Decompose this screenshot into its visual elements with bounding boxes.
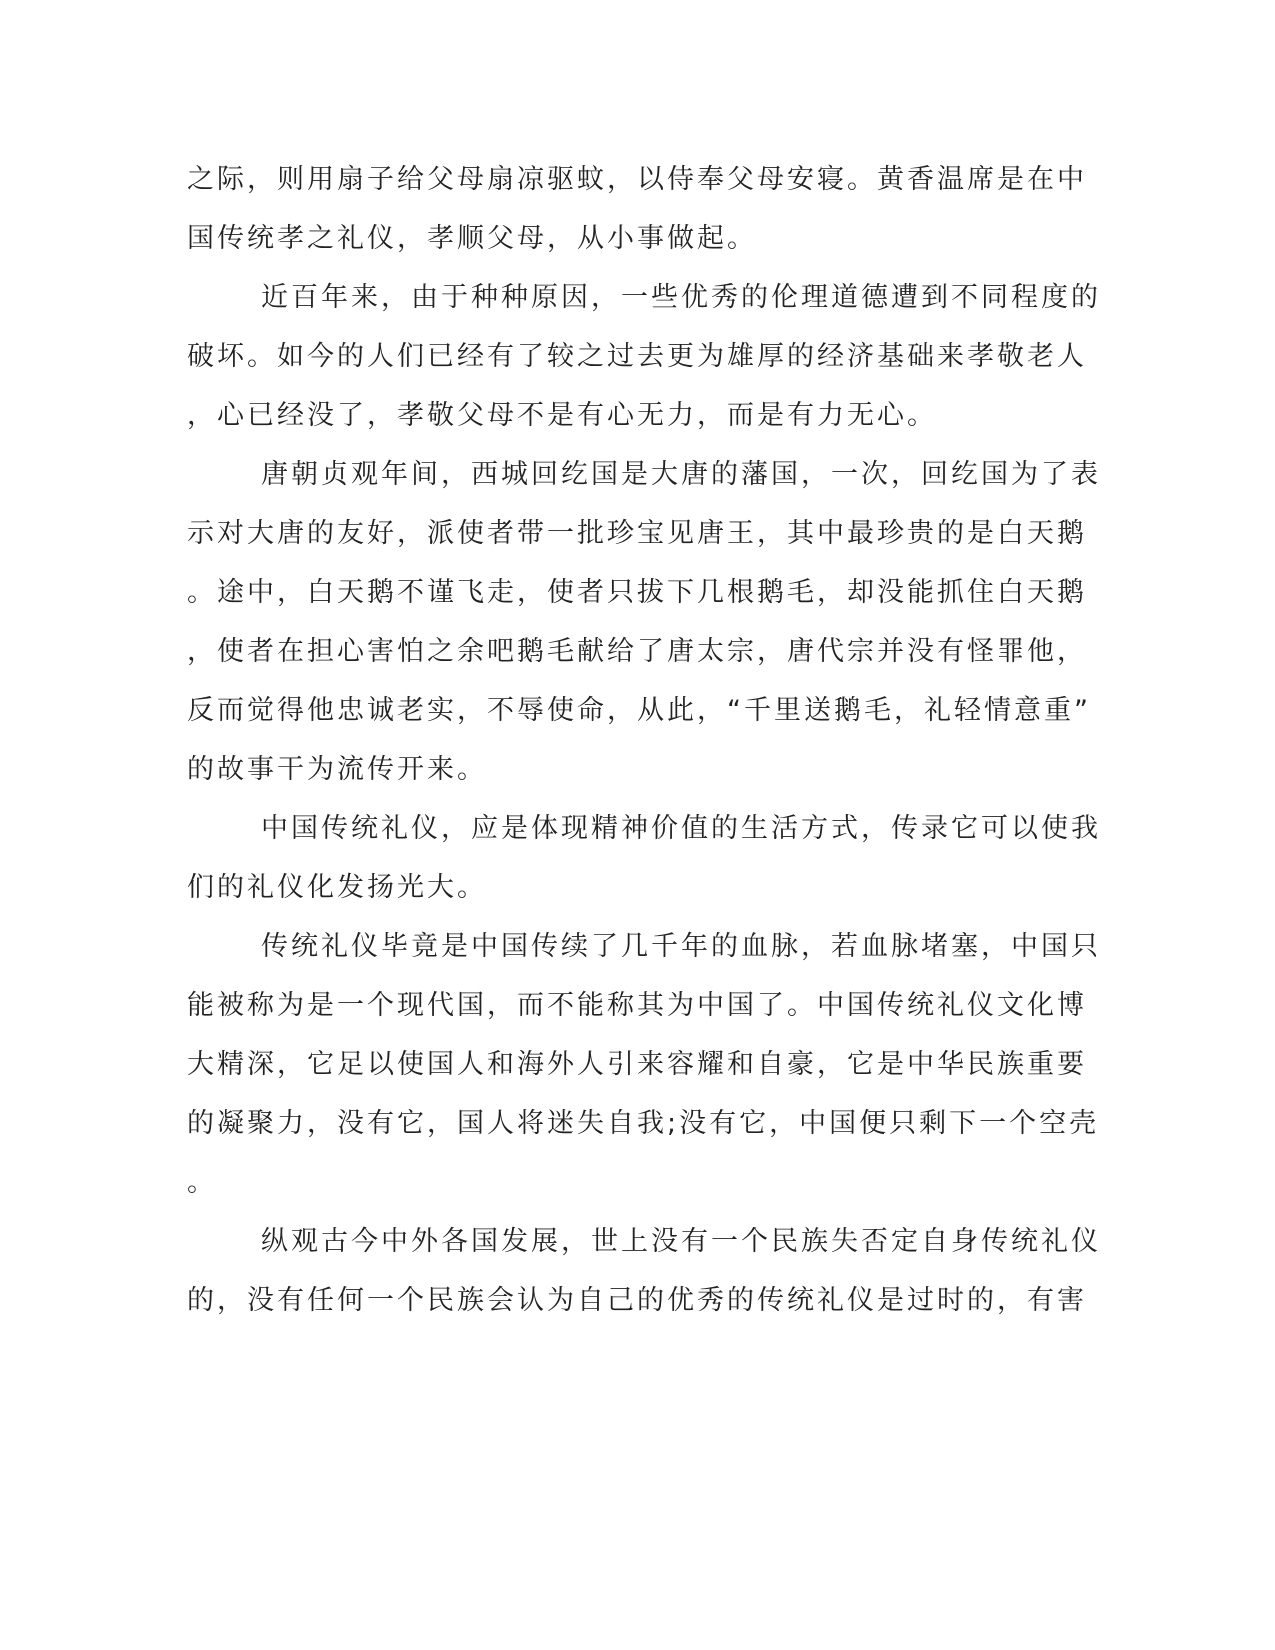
paragraph-first-line: 纵观古今中外各国发展，世上没有一个民族失否定自身传统礼仪 [261,1226,1101,1257]
text-line: 示对大唐的友好，派使者带一批珍宝见唐王，其中最珍贵的是白天鹅 [187,518,1087,549]
text-line: 。 [187,1167,217,1198]
text-line: 们的礼仪化发扬光大。 [187,872,487,903]
text-line: 国传统孝之礼仪，孝顺父母，从小事做起。 [187,223,757,254]
text-line: 。途中，白天鹅不谨飞走，使者只拔下几根鹅毛，却没能抓住白天鹅 [187,577,1087,608]
text-line: 大精深，它足以使国人和海外人引来容耀和自豪，它是中华民族重要 [187,1049,1087,1080]
text-line: 反而觉得他忠诚老实，不辱使命，从此，“千里送鹅毛，礼轻情意重” [187,695,1091,726]
text-line: 的故事干为流传开来。 [187,754,487,785]
paragraph-first-line: 近百年来，由于种种原因，一些优秀的伦理道德遭到不同程度的 [261,282,1101,313]
text-line: 破坏。如今的人们已经有了较之过去更为雄厚的经济基础来孝敬老人 [187,341,1087,372]
text-line: 的凝聚力，没有它，国人将迷失自我;没有它，中国便只剩下一个空壳 [187,1108,1100,1139]
text-line: ，心已经没了，孝敬父母不是有心无力，而是有力无心。 [187,400,937,431]
text-line: 能被称为是一个现代国，而不能称其为中国了。中国传统礼仪文化博 [187,990,1087,1021]
paragraph-first-line: 中国传统礼仪，应是体现精神价值的生活方式，传录它可以使我 [261,813,1101,844]
paragraph-first-line: 唐朝贞观年间，西城回纥国是大唐的藩国，一次，回纥国为了表 [261,459,1101,490]
paragraph-first-line: 传统礼仪毕竟是中国传续了几千年的血脉，若血脉堵塞，中国只 [261,931,1101,962]
text-line: 之际，则用扇子给父母扇凉驱蚊，以侍奉父母安寝。黄香温席是在中 [187,164,1087,195]
text-line: ，使者在担心害怕之余吧鹅毛献给了唐太宗，唐代宗并没有怪罪他， [187,636,1087,667]
text-line: 的，没有任何一个民族会认为自己的优秀的传统礼仪是过时的，有害 [187,1285,1087,1316]
